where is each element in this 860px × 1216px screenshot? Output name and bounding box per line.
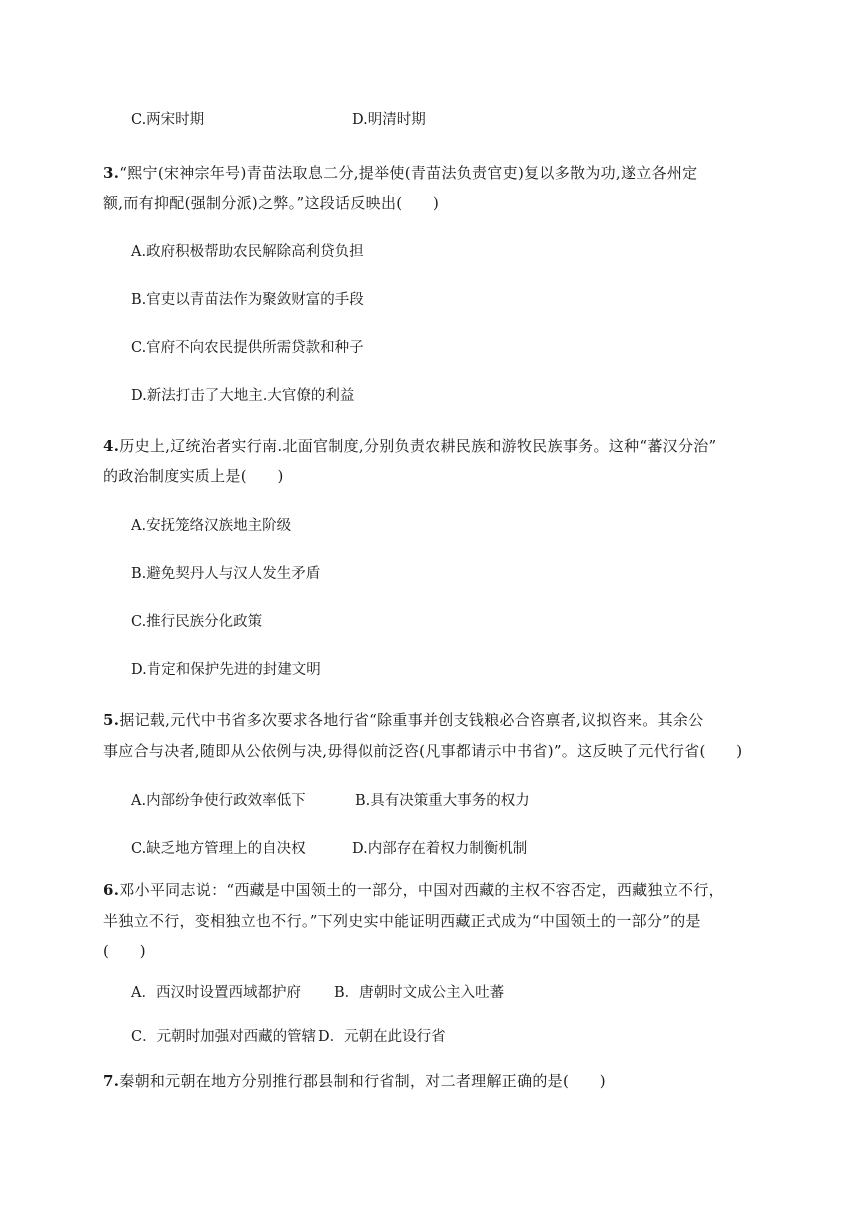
question-6-text-3: ( ) [103,942,146,960]
question-6-text-1: 邓小平同志说：“西藏是中国领土的一部分，中国对西藏的主权不容否定，西藏独立不行， [119,881,724,899]
option-c-prev: C.两宋时期 [131,112,205,128]
question-4-number: 4. [103,437,120,455]
question-3-number: 3. [103,164,120,182]
question-3-option-c: C.官府不向农民提供所需贷款和种子 [131,340,364,356]
question-7-number: 7. [103,1072,120,1090]
question-7-text-1: 秦朝和元朝在地方分别推行郡县制和行省制，对二者理解正确的是( ) [119,1072,606,1090]
question-3-option-b: B.官吏以青苗法作为聚敛财富的手段 [131,292,364,308]
question-5-line-1 [103,710,703,730]
question-5-number: 5. [103,711,120,729]
option-d-prev: D.明清时期 [352,112,426,128]
question-4-option-d: D.肯定和保护先进的封建文明 [131,662,321,678]
question-4-line-1 [103,436,717,456]
question-4-option-a: A.安抚笼络汉族地主阶级 [131,518,292,534]
question-7-line-1 [103,1071,606,1091]
question-3-text-1: “熙宁(宋神宗年号)青苗法取息二分,提举使(青苗法负责官吏)复以多散为功,遂立各州定 [119,164,698,182]
question-6-option-c: C．元朝时加强对西藏的管辖 [131,1029,317,1045]
question-5-option-a: A.内部纷争使行政效率低下 [131,793,306,809]
question-6-line-1 [103,880,724,900]
question-6-number: 6. [103,881,120,899]
question-3-option-d: D.新法打击了大地主.大官僚的利益 [131,388,355,404]
question-4-option-c: C.推行民族分化政策 [131,614,263,630]
question-6-option-b: B．唐朝时文成公主入吐蕃 [334,985,505,1001]
question-5-option-b: B.具有决策重大事务的权力 [355,793,530,809]
question-4-text-1: 历史上,辽统治者实行南.北面官制度,分别负责农耕民族和游牧民族事务。这种“蕃汉分治” [119,437,717,455]
question-6-option-a: A．西汉时设置西域都护府 [131,985,301,1001]
question-5-option-c: C.缺乏地方管理上的自决权 [131,841,306,857]
question-6-option-d: D．元朝在此设行省 [318,1029,446,1045]
question-6-text-2: 半独立不行，变相独立也不行。”下列史实中能证明西藏正式成为“中国领土的一部分”的是 [103,912,701,930]
question-5-text-1: 据记载,元代中书省多次要求各地行省“除重事并创支钱粮必合咨禀者,议拟咨来。其余公 [119,711,704,729]
question-3-line-1 [103,163,697,183]
question-3-option-a: A.政府积极帮助农民解除高利贷负担 [131,244,364,260]
question-4-text-2: 的政治制度实质上是( ) [103,467,284,485]
question-5-text-2: 事应合与决者,随即从公依例与决,毋得似前泛咨(凡事都请示中书省)”。这反映了元代行省( ) [103,742,743,760]
question-3-text-2: 额,而有抑配(强制分派)之弊。”这段话反映出( ) [103,194,440,212]
question-5-option-d: D.内部存在着权力制衡机制 [352,841,528,857]
question-4-option-b: B.避免契丹人与汉人发生矛盾 [131,566,321,582]
